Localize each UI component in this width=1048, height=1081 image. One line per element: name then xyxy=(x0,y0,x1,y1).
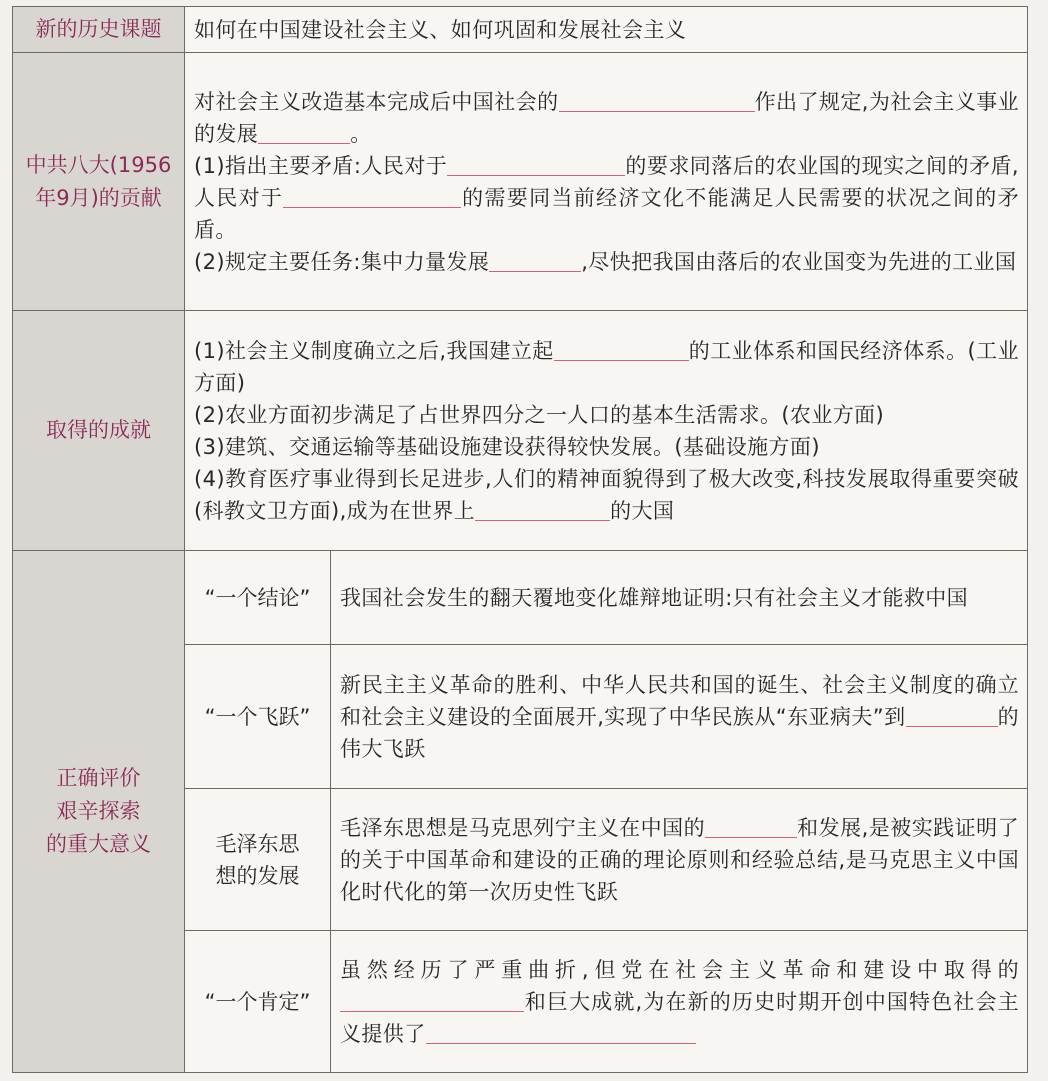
fill-blank[interactable] xyxy=(705,815,797,838)
cell-eighth-congress xyxy=(185,53,1028,311)
fill-blank[interactable] xyxy=(340,989,524,1012)
achievement-education: (4)教育医疗事业得到长足进步,人们的精神面貌得到了极大改变,科技发展取得重要突破(科教文卫方面),成为在世界上 的大国 xyxy=(194,466,1019,523)
review-table xyxy=(12,6,1028,1073)
label-achievements: 取得的成就 xyxy=(13,311,185,551)
label-conclusion: “一个结论” xyxy=(185,551,331,645)
congress-contradiction: (1)指出主要矛盾:人民对于 的要求同落后的农业国的现实之间的矛盾,人民对于 的需要同当前经济文化不能满足人民需要的状况之间的矛盾。 xyxy=(194,153,1019,242)
achievement-industry: (1)社会主义制度确立之后,我国建立起 的工业体系和国民经济体系。(工业方面) xyxy=(194,338,1019,395)
row-achievements xyxy=(13,311,1028,551)
fill-blank[interactable] xyxy=(283,185,461,208)
cell-affirmation: 虽然经历了严重曲折,但党在社会主义革命和建设中取得的和巨大成就,为在新的历史时期开创中国特色社会主义提供了 xyxy=(331,931,1028,1073)
congress-intro: 对社会主义改造基本完成后中国社会的 作出了规定,为社会主义事业的发展 。 xyxy=(194,89,1019,146)
fill-blank[interactable] xyxy=(559,89,755,112)
label-mao-thought: 毛泽东思 想的发展 xyxy=(185,789,331,931)
fill-blank[interactable] xyxy=(554,338,689,361)
label-affirmation: “一个肯定” xyxy=(185,931,331,1073)
label-eighth-congress: 中共八大(1956 年9月)的贡献 xyxy=(13,53,185,311)
label-leap: “一个飞跃” xyxy=(185,645,331,789)
fill-blank[interactable] xyxy=(426,1021,696,1044)
achievement-infrastructure: (3)建筑、交通运输等基础设施建设获得较快发展。(基础设施方面) xyxy=(194,434,820,459)
cell-achievements xyxy=(185,311,1028,551)
cell-conclusion: 我国社会发生的翻天覆地变化雄辩地证明:只有社会主义才能救中国 xyxy=(331,551,1028,645)
fill-blank[interactable] xyxy=(447,153,625,176)
row-new-task xyxy=(13,7,1028,53)
congress-task: (2)规定主要任务:集中力量发展 ,尽快把我国由落后的农业国变为先进的工业国 xyxy=(194,249,1017,274)
row-conclusion xyxy=(13,551,1028,645)
row-eighth-congress xyxy=(13,53,1028,311)
achievement-agriculture: (2)农业方面初步满足了占世界四分之一人口的基本生活需求。(农业方面) xyxy=(194,402,885,427)
fill-blank[interactable] xyxy=(475,498,610,521)
fill-blank[interactable] xyxy=(906,704,998,727)
fill-blank[interactable] xyxy=(258,121,350,144)
label-new-task: 新的历史课题 xyxy=(13,7,185,53)
cell-new-task: 如何在中国建设社会主义、如何巩固和发展社会主义 xyxy=(185,7,1028,53)
cell-mao-thought: 毛泽东思想是马克思列宁主义在中国的 和发展,是被实践证明了的关于中国革命和建设的正确的理论原则和经验总结,是马克思主义中国化时代化的第一次历史性飞跃 xyxy=(331,789,1028,931)
label-significance: 正确评价 艰辛探索 的重大意义 xyxy=(13,551,185,1073)
cell-leap: 新民主主义革命的胜利、中华人民共和国的诞生、社会主义制度的确立和社会主义建设的全面展开,实现了中华民族从“东亚病夫”到 的伟大飞跃 xyxy=(331,645,1028,789)
fill-blank[interactable] xyxy=(489,249,581,272)
